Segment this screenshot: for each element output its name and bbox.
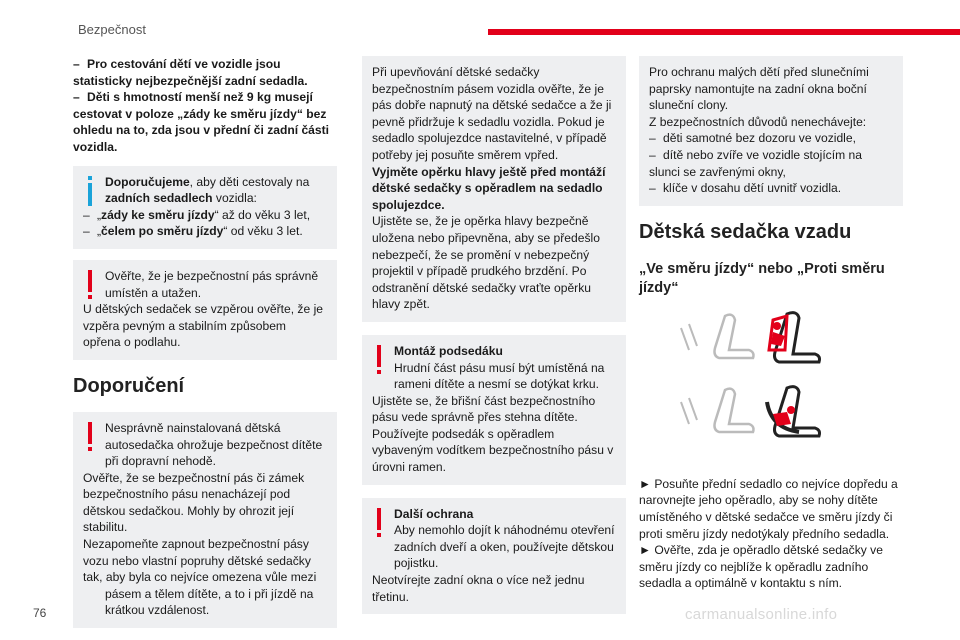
info-list-item: – „zády ke směru jízdy“ až do věku 3 let, (83, 207, 311, 222)
section-heading-rear-seat: Dětská sedačka vzadu (639, 220, 852, 243)
warning-text: U dětských sedaček se vzpěrou ověřte, že je vzpěra pevným a stabilním způsobem opřena o podlahu. (83, 302, 323, 350)
subheading-direction: „Ve směru jízdy“ nebo „Proti směru jízdy“ (639, 260, 885, 296)
intro-item-1: – Pro cestování dětí ve vozidle jsou statisticky nejbezpečnější zadní sedadla. (73, 57, 308, 88)
page-number: 76 (33, 606, 47, 620)
rear-facing-seat-illustration (639, 384, 903, 458)
section-heading-recommendation: Doporučení (73, 374, 185, 397)
note-list-item: – dítě nebo zvíře ve vozidle stojícím na slunci se zavřenými okny, (649, 147, 862, 179)
column-3 (639, 56, 903, 592)
note-list-item: – klíče v dosahu dětí uvnitř vozidla. (649, 181, 842, 196)
info-icon (83, 174, 105, 204)
warning-icon (83, 268, 105, 298)
note-text: Ujistěte se, že je opěrka hlavy bezpečně uložena nebo připevněna, aby se předešlo nebezpečí, že se promění v nebezpečný projektil v případě prudkého brzdění. Po odstranění dětské sedačky vraťte opěrku hlavy zpět. (372, 214, 600, 312)
warning-text: Neotvírejte zadní okna o více než jednu třetinu. (372, 573, 585, 604)
note-text: Při upevňování dětské sedačky bezpečnostním pásem vozidla ověřte, že je pás dobře napnutý na dětské sedačce a že ji pevně přidržuje k sedadlu vozidla. Pokud je sedadlo spolujezdce nastavitelné, v případě potřeby jej posuňte směrem vpřed. (372, 65, 612, 162)
forward-facing-seat-illustration (639, 310, 903, 384)
note-box-seat-belt (362, 56, 626, 322)
warning-box-installation: Nesprávně nainstalovaná dětská autosedačka ohrožuje bezpečnost dítěte při dopravní nehodě. Ověřte, že se bezpečnostní pás či zámek bezpečnostního pásu nenacházejí pod dětskou sedačkou. Mohly by ohrozit její stabilitu. Nezapomeňte zapnout bezpečnostní pásy vozu nebo vlastní popruhy dětské sedačky tak, aby byla co nejvíce omezena vůle mezi pásem a tělem dítěte, a to i při jízdě na krátkou vzdálenost. (73, 412, 337, 628)
info-list-item: – „čelem po směru jízdy“ od věku 3 let. (83, 224, 303, 239)
warning-box-belt: Ověřte, že je bezpečnostní pás správně umístěn a utažen. U dětských sedaček se vzpěrou ověřte, že je vzpěra pevným a stabilním způsobem opřena o podlahu. (73, 260, 337, 360)
note-text-bold: Vyjměte opěrku hlavy ještě před montáží dětské sedačky s opěradlem na sedadlo spolujezdce. (372, 164, 606, 212)
warning-box-protection: Další ochrana Aby nemohlo dojít k náhodnému otevření zadních dveří a oken, používejte dětskou pojistku. Neotvírejte zadní okna o více než jednu třetinu. (362, 498, 626, 615)
note-text: Z bezpečnostních důvodů nenechávejte: (649, 114, 867, 129)
intro-item-2: – Děti s hmotností menší než 9 kg musejí cestovat v poloze „zády ke směru jízdy“ bez ohledu na to, zda jsou v přední či zadní části vozidla. (73, 90, 330, 154)
instruction-1: ► Posuňte přední sedadlo co nejvíce dopředu a narovnejte jeho opěradlo, aby se nohy dítěte umístěného v dětské sedačce ve směru jízdy či proti směru jízdy nedotýkaly předního sedadla. (639, 476, 898, 541)
warning-title: Montáž podsedáku (394, 343, 503, 358)
header-title: Bezpečnost (78, 22, 146, 37)
warning-icon (372, 343, 394, 373)
note-list-item: – děti samotné bez dozoru ve vozidle, (649, 131, 856, 146)
warning-text: Ověřte, že se bezpečnostní pás či zámek bezpečnostního pásu nenacházejí pod dětskou sedačkou. Mohly by ohrozit její stabilitu. (83, 470, 305, 535)
warning-icon (83, 420, 105, 450)
note-box-sun-protection (639, 56, 903, 206)
header-accent-bar (488, 29, 960, 35)
column-2 (362, 56, 626, 626)
warning-box-booster: Montáž podsedáku Hrudní část pásu musí být umístěná na rameni dítěte a nesmí se dotýkat krku. Ujistěte se, že břišní část bezpečnostního pásu vede správně přes stehna dítěte. Používejte podsedák s opěradlem vybaveným vodítkem bezpečnostního pásu v úrovni ramen. (362, 335, 626, 485)
instruction-2: ► Ověřte, zda je opěradlo dětské sedačky ve směru jízdy co nejblíže k opěradlu zadního sedadla a optimálně v kontaktu s ním. (639, 543, 883, 591)
warning-text: Ujistěte se, že břišní část bezpečnostního pásu vede správně přes stehna dítěte. Používejte podsedák s opěradlem vybaveným vodítkem bezpečnostního pásu v úrovni ramen. (372, 393, 614, 475)
watermark: carmanualsonline.info (685, 606, 838, 623)
warning-icon (372, 506, 394, 536)
info-box-recommendation: Doporučujeme, aby děti cestovaly na zadních sedadlech vozidla: – „zády ke směru jízdy“ až do věku 3 let, – „čelem po směru jízdy“ od věku 3 let. (73, 166, 337, 249)
note-text: Pro ochranu malých dětí před slunečními paprsky namontujte na zadní okna boční sluneční clony. (649, 65, 869, 113)
column-1 (73, 56, 337, 640)
warning-title: Další ochrana (394, 506, 474, 521)
warning-text-indented: pásem a tělem dítěte, a to i při jízdě na krátkou vzdálenost. (105, 586, 314, 618)
warning-text: Nezapomeňte zapnout bezpečnostní pásy vozu nebo vlastní popruhy dětské sedačky tak, aby byla co nejvíce omezena vůle mezi (83, 537, 317, 585)
